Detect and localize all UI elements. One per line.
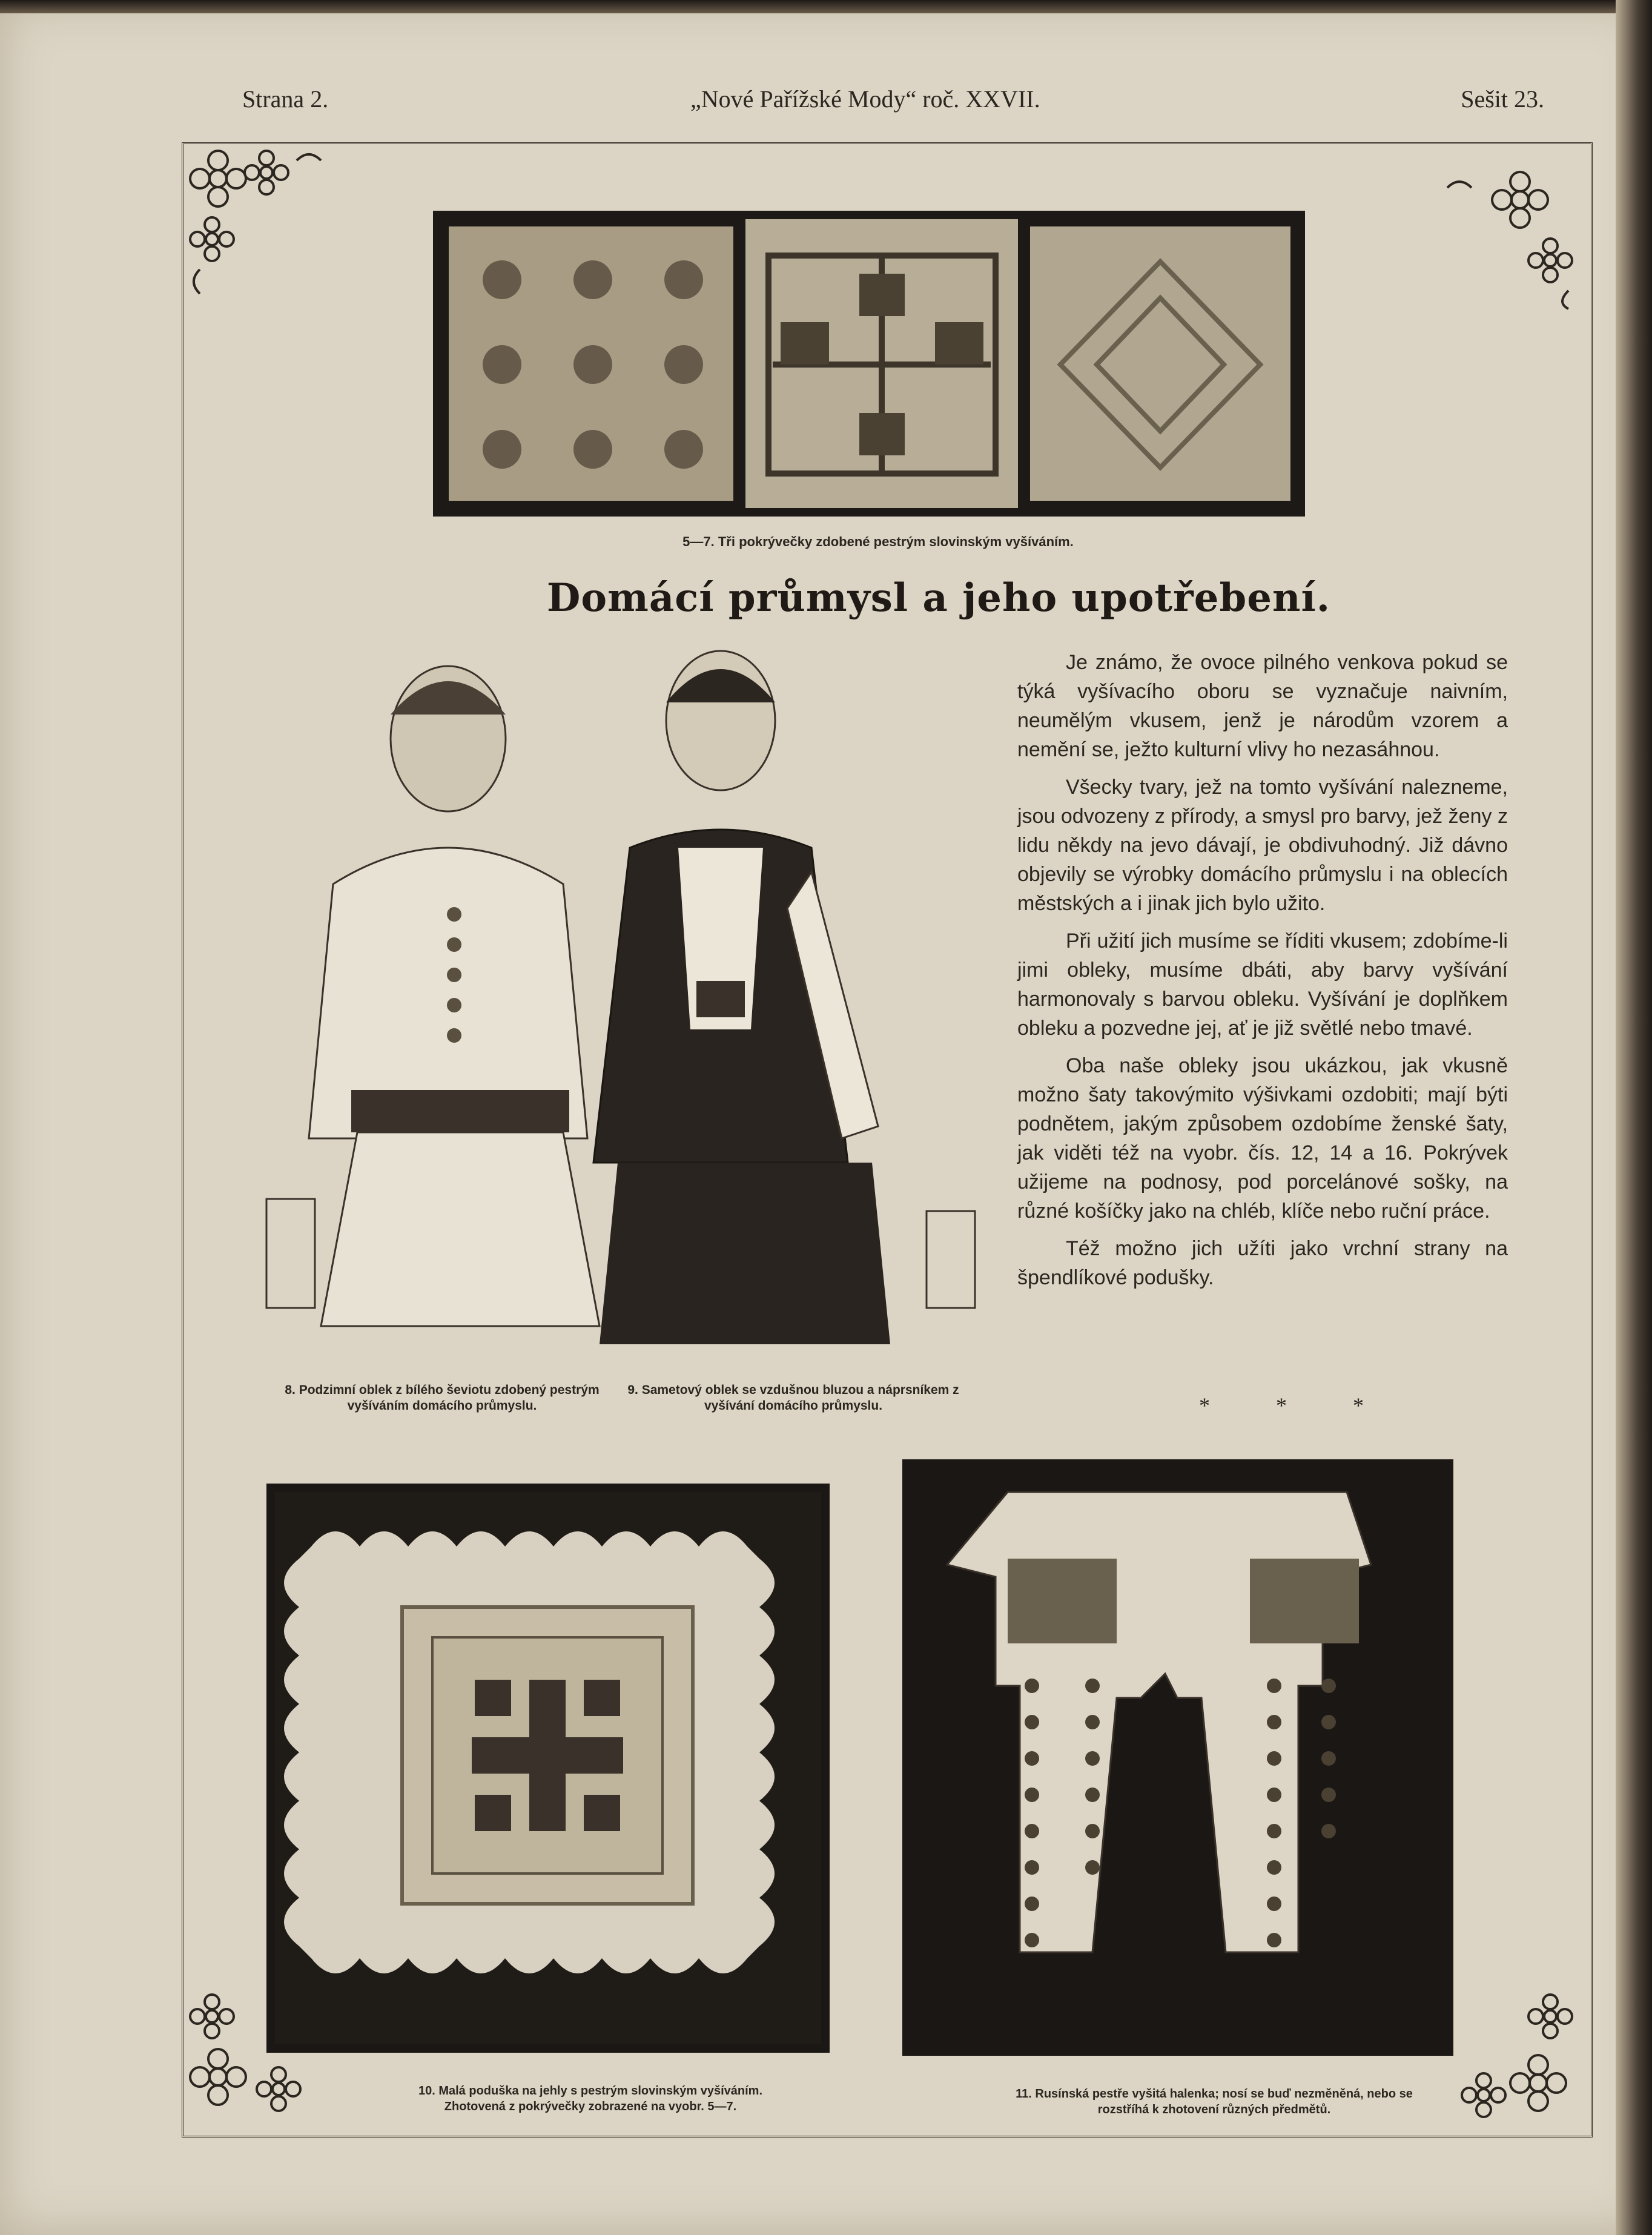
caption-fig-5-7: 5—7. Tři pokrývečky zdobené pestrým slovinským vyšíváním. bbox=[682, 534, 1074, 549]
figure-10-pin-cushion bbox=[266, 1484, 830, 2053]
caption-fig-10: 10. Malá poduška na jehly s pestrým slovinským vyšíváním. Zhotovená z pokrývečky zobrazené na vyobr. 5—7. bbox=[418, 2084, 763, 2113]
article-paragraph-5: Též možno jich užíti jako vrchní strany na špendlíkové podušky. bbox=[1017, 1237, 1508, 1289]
article-body bbox=[1017, 648, 1508, 1301]
article-paragraph-2: Všecky tvary, jež na tomto vyšívání nalezneme, jsou odvozeny z přírody, a smysl pro barvy, jež ženy z lidu někdy na jevo dávají, je obdivuhodný. Již dávno objevily se výrobky domácího průmyslu i na oblecích městských a i jinak jich bylo užito. bbox=[1017, 776, 1508, 915]
page-top-edge bbox=[0, 0, 1652, 13]
caption-fig-11: 11. Rusínská pestře vyšitá halenka; nosí se buď nezměněná, nebo se rozstříhá k zhotovení různých předmětů. bbox=[1016, 2087, 1413, 2116]
costume-illustration bbox=[254, 630, 981, 1344]
section-separator: * * * bbox=[1199, 1393, 1394, 1418]
pin-cushion-photo bbox=[275, 1492, 821, 2044]
page-binding-edge bbox=[1616, 0, 1652, 2235]
caption-fig-8: 8. Podzimní oblek z bílého ševiotu zdobený pestrým vyšíváním domácího průmyslu. bbox=[285, 1383, 600, 1413]
article-paragraph-4: Oba naše obleky jsou ukázkou, jak vkusně možno šaty takovýmito výšivkami ozdobiti; mají býti podnětem, jakým způsobem ozdobíme ženské šaty, jak viděti též na vyobr. čís. 12, 14 a 16. Pokrývek užijeme na podnosy, pod porcelánové sošky, na různé košíčky jako na chléb, klíče nebo ruční práce. bbox=[1017, 1054, 1508, 1223]
issue-number: Sešit 23. bbox=[1461, 85, 1544, 113]
figure-11-blouse bbox=[902, 1459, 1453, 2056]
article-title: Domácí průmysl a jeho upotřebení. bbox=[546, 575, 1331, 621]
doilies-photo bbox=[441, 219, 1297, 508]
figure-8-9-illustration bbox=[254, 630, 981, 1344]
floral-ornament-top-left-icon bbox=[176, 136, 339, 300]
page-number: Strana 2. bbox=[242, 85, 329, 113]
blouse-photo bbox=[911, 1468, 1445, 2047]
article-paragraph-1: Je známo, že ovoce pilného venkova pokud se týká vyšívacího oboru se vyznačuje naivním, neumělým vkusem, jenž je národům vzorem a nemění se, ježto kulturní vlivy ho nezasáhnou. bbox=[1017, 651, 1508, 761]
journal-title: „Nové Pařížské Mody“ roč. XXVII. bbox=[690, 85, 1040, 113]
running-header bbox=[242, 85, 1544, 121]
article-paragraph-3: Při užití jich musíme se říditi vkusem; zdobíme-li jimi obleky, musíme dbáti, aby barvy vyšívání harmonovaly s barvou obleku. Vyšívání je doplňkem obleku a pozvedne jej, ať je již světlé nebo tmavé. bbox=[1017, 929, 1508, 1040]
floral-ornament-top-right-icon bbox=[1429, 151, 1593, 315]
figure-5-7-doilies bbox=[433, 211, 1305, 517]
caption-fig-9: 9. Sametový oblek se vzdušnou bluzou a náprsníkem z vyšívání domácího průmyslu. bbox=[627, 1383, 959, 1413]
floral-ornament-bottom-right-icon bbox=[1429, 1968, 1593, 2131]
